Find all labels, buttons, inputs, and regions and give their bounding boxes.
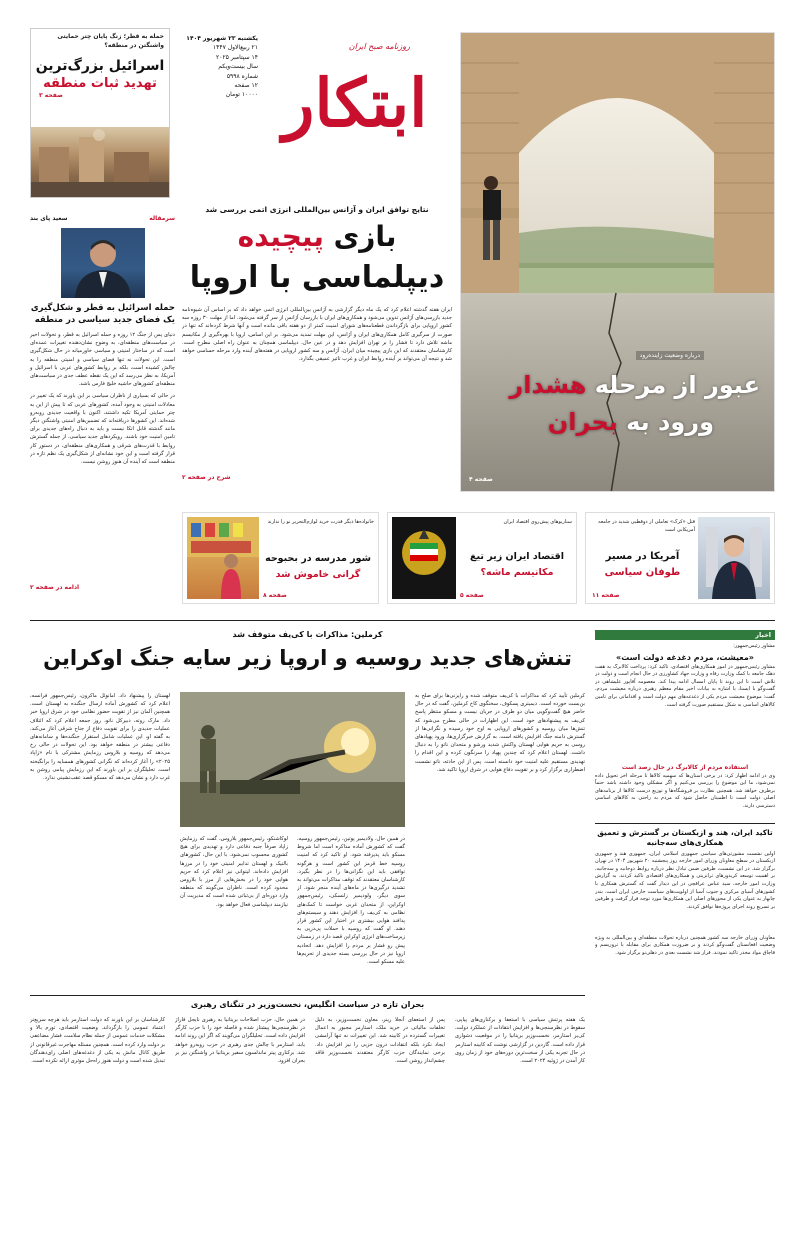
teaser-kicker: خانواده‌ها دیگر قدرت خرید لوازم‌التحریر نو را ندارند <box>267 519 374 525</box>
divider <box>595 823 775 824</box>
bottom-title: بحران تازه در سیاست انگلیس، نخست‌وزیر در تنگنای رهبری <box>190 1000 425 1009</box>
editorial-column[interactable] <box>30 212 175 612</box>
teaser-kicker: سناریوهای پیش‌روی اقتصاد ایران <box>503 519 572 525</box>
lead-title-1 <box>182 218 452 256</box>
brief-body-3: اولین نشست مشورتی‌های سیاسی جمهوری اسلامی ایران، جمهوری هند و جمهوری ازبکستان در سطح معاونان وزرای امور خارجه روز پنجشنبه ۲۰ شهریور ۱۴۰۴ در تهران برگزار شد. در این نشست، طرفین ضمن تبادل نظر درباره روابط دوجانبه و سه‌جانبه، بر اهمیت توسعه کریدورهای ترانزیتی و همکاری‌های اقتصادی تاکید کردند. به گزارش وزارت امور خارجه، سید عباس عراقچی در این دیدار گفت که گسترش همکاری با کشورهای آسیای مرکزی و جنوب آسیا از اولویت‌های سیاست خارجی ایران است. بندر چابهار به عنوان یکی از محورهای اصلی این همکاری‌ها مورد توجه قرار گرفت و طرفین بر تسریع روند اجرای پروژه‌ها توافق کردند. <box>595 850 775 910</box>
logo-tagline: روزنامه صبح ایران <box>348 42 410 51</box>
divider <box>30 995 585 996</box>
brief-kicker: مشاور رئیس‌جمهور: <box>733 643 775 649</box>
date-persian: یکشنبه ۲۳ شهریور ۱۴۰۴ <box>186 35 258 42</box>
teaser-kicker: قتل «کرک» تعاملی از دوقطبی شدید در جامعه آمریکایی است <box>598 519 695 533</box>
brief-body-2: وی در ادامه اظهار کرد: در برخی استان‌ها که سهمیه کالاها تا مرحله آخر تحویل داده نمی‌شود، ما این موضوع را بررسی می‌کنیم و اگر مشکلی وجود داشته باشد حتماً برطرف خواهد شد. همچنین نظارت بر فروشگاه‌ها و توزیع درست کالاها از برنامه‌های اصلی دولت است تا اطمینان حاصل شود که مردم به راحتی به کالاهای اساسی دسترسی دارند. <box>595 772 775 809</box>
author-name: سعید پای بند <box>30 214 68 222</box>
brief-label: اخبار <box>755 631 771 639</box>
main-kicker: کرملین: مذاکرات با کی‌یف متوقف شد <box>232 630 383 639</box>
avatar <box>61 228 145 298</box>
main-title: تنش‌های جدید روسیه و اروپا زیر سایه جنگ اوکراین <box>43 646 572 670</box>
brief-header <box>595 630 775 640</box>
bottom-col-1: یک هفته پرتنش سیاسی با استعفا و برکناری‌های پیاپی، سقوط در نظرسنجی‌ها و افزایش انتقادات از عملکرد دولت، کی‌یر استارمر، نخست‌وزیر بریتانیا را در موقعیت دشواری قرار داده است. گاردین در گزارشی نوشت که کابینه استارمر در حال تجربه یکی از سخت‌ترین دوره‌های خود از زمان روی کار آمدن در ژوئیه ۲۰۲۴ است. <box>455 1017 585 1065</box>
teaser-title: آمریکا در مسیر <box>605 551 680 562</box>
issue-number: شماره ۵۹۹۸ <box>226 72 258 80</box>
photo-title-red-1: هشدار <box>509 371 587 399</box>
teaser-title: اسرائیل بزرگ‌ترین <box>35 58 165 74</box>
photo-title-red-2: بحران <box>547 408 618 436</box>
editorial-label: سرمقاله <box>149 214 175 222</box>
page-ref: صفحه ۸ <box>263 592 287 599</box>
teaser-card[interactable] <box>585 512 775 604</box>
teaser-title-text: اقتصاد ایران زیر تیغ <box>469 551 565 562</box>
teaser-photo <box>698 517 770 599</box>
teaser-title-red: تهدید ثبات منطقه <box>43 76 157 91</box>
main-col-2: در همین حال، ولادیمیر پوتین، رئیس‌جمهور روسیه، گفت که کشورش آماده مذاکره است اما شروط مسکو باید پذیرفته شود. او تاکید کرد که امنیت روسیه خط قرمز این کشور است و هرگونه توافقی باید این نگرانی‌ها را در نظر بگیرد. کارشناسان معتقدند که توقف مذاکرات می‌تواند به تشدید درگیری‌ها در ماه‌های آینده منجر شود. از سوی دیگر، ولودیمیر زلنسکی، رئیس‌جمهور اوکراین، از متحدان غربی خواست تا کمک‌های نظامی به کی‌یف را افزایش دهند و سیستم‌های پدافند هوایی بیشتری در اختیار این کشور قرار دهند. او گفت که روسیه با حملات پی‌درپی به زیرساخت‌های انرژی اوکراین قصد دارد در زمستان پیش رو فشار بر مردم را افزایش دهد. اتحادیه اروپا نیز در حال بررسی بسته جدیدی از تحریم‌ها علیه مسکو است. <box>297 836 405 966</box>
photo-story-title-2 <box>548 408 714 436</box>
photo-title-text-1: عبور از مرحله <box>586 371 760 399</box>
teaser-card[interactable] <box>182 512 379 604</box>
divider <box>30 620 775 621</box>
issue-info <box>180 34 258 100</box>
lead-title-text: بازی <box>323 220 397 253</box>
editorial-body-2: در حالی که بسیاری از ناظران سیاسی بر این باورند که یک تغییر در معادلات امنیتی به وجود آمده، کشورهای عربی که تا پیش از این به چتر حمایتی آمریکا تکیه داشتند، اکنون با واقعیت جدیدی روبه‌رو شده‌اند. این کشورها دریافته‌اند که تضمین‌های امنیتی واشنگتن دیگر مانند گذشته قابل اتکا نیست و باید به دنبال راه‌های جدیدی برای تامین امنیت خود باشند. رویکردهای جدید سیاسی، از جمله گسترش روابط با قدرت‌های شرقی و همکاری‌های منطقه‌ای، در دستور کار قرار گرفته است و این خود نشانه‌ای از شکل‌گیری یک نظم تازه در منطقه است که آینده آن هنوز روشن نیست. <box>30 393 175 466</box>
lead-title-2: دیپلماسی با اروپا <box>189 260 445 295</box>
teaser-kicker: حمله به قطر؛ زنگ پایان چتر حمایتی واشنگتن در منطقه؟ <box>57 33 164 49</box>
bottom-col-2: پس از استعفای آنجلا رینر، معاون نخست‌وزیر، به دلیل تخلفات مالیاتی در خرید ملک، استارمر مجبور به اعمال تغییرات گسترده در کابینه شد. این تغییرات نه تنها آرامشی ایجاد نکرد بلکه انتقادات درون حزبی را نیز افزایش داد. برخی نمایندگان حزب کارگر معتقدند نخست‌وزیر فاقد چشم‌انداز روشن است. <box>315 1017 445 1065</box>
top-left-teaser[interactable] <box>30 28 170 198</box>
teaser-photo <box>187 517 259 599</box>
brief-title: «معیشت، مردم دغدغه دولت است» <box>616 652 754 662</box>
main-col-2b: لوکاشنکو، رئیس‌جمهور بلاروس، گفت که رزمایش زاپاد صرفاً جنبه دفاعی دارد و تهدیدی برای هیچ کشوری محسوب نمی‌شود. با این حال، کشورهای بالتیک و لهستان تدابیر امنیتی خود را در مرزها افزایش داده‌اند. لیتوانی نیز اعلام کرد که حریم هوایی خود را در بخش‌هایی از مرز با بلاروس محدود کرده است. ناظران می‌گویند که منطقه وارد دوره‌ای از بی‌ثباتی شده است که مدیریت آن نیازمند دیپلماسی فعال خواهد بود. <box>180 836 288 908</box>
lead-title-red: پیچیده <box>237 220 324 253</box>
photo-story[interactable] <box>460 32 775 492</box>
teaser-title: شور مدرسه در بحبوحه <box>265 553 371 564</box>
bottom-story[interactable] <box>30 1000 585 1220</box>
photo-story-kicker: درباره وضعیت زاینده‌رود <box>636 351 704 360</box>
photo-story-title-1 <box>509 371 760 399</box>
brief-body-4: معاونان وزرای خارجه سه کشور همچنین درباره تحولات منطقه‌ای و بین‌المللی به ویژه وضعیت افغانستان گفت‌وگو کردند و بر ضرورت همکاری برای مقابله با تروریسم و قاچاق مواد مخدر تاکید نمودند. قرار شد نشست بعدی در دهلی‌نو برگزار شود. <box>595 934 775 956</box>
brief-title-2: تاکید ایران، هند و ازبکستان بر گسترش و تعمیق همکاری‌های سه‌جانبه <box>597 827 773 847</box>
teaser-card[interactable] <box>387 512 577 604</box>
teaser-title-red: طوفان سیاسی <box>604 567 681 578</box>
news-brief[interactable] <box>595 630 775 990</box>
masthead <box>180 28 450 203</box>
bottom-col-4: کارشناسان بر این باورند که دولت استارمر باید هرچه سریع‌تر اعتماد عمومی را بازگرداند. وضعیت اقتصادی، تورم بالا و مشکلات خدمات عمومی از جمله نظام سلامت، فشار مضاعفی بر دولت وارد کرده است. همچنین مسئله مهاجرت غیرقانونی از طریق کانال مانش به یکی از دغدغه‌های اصلی رای‌دهندگان تبدیل شده است و دولت هنوز راه‌حل موثری ارائه نکرده است. <box>30 1017 165 1065</box>
page-count: ۱۲ صفحه <box>234 82 258 90</box>
price: ۱۰۰۰۰ تومان <box>225 91 258 99</box>
brief-body: مشاور رئیس‌جمهور در امور همکاری‌های اقتصادی، تاکید کرد: پرداخت کالابرگ به هفت دهک جامعه با کمک وزارت رفاه و وزارت جهاد کشاورزی در حال انجام است و دولت در تلاش است تا این روند تا پایان امسال ادامه پیدا کند. معصومه آقاپور علیشاهی در گفت‌وگو با ایسنا، با اشاره به بیانات اخیر مقام معظم رهبری درباره معیشت مردم، گفت: موضوع معیشت مردم یکی از دغدغه‌های مهم دولت است و اقداماتی برای تامین کالاهای اساسی به شکل مستقیم صورت گرفته است. <box>595 663 775 708</box>
teaser-title-red: گرانی خاموش شد <box>275 569 361 580</box>
year: سال بیست‌ویکم <box>218 63 258 71</box>
lead-body: ایران هفته گذشته اعلام کرد که یک ماه دیگر گزارشی به آژانس بین‌المللی انرژی اتمی خواهد داد که بر اساس آن شیوه‌نامه جدید بازرسی‌های آژانس تدوین می‌شود و همکاری‌های ایران با بازرسان آژانس از سر گرفته می‌شود. اما از مهلت ۳۰ روزه سه کشور اروپایی برای بازگرداندن قطعنامه‌های شورای امنیت کمتر از دو هفته باقی مانده است و آنها شرط کرده‌اند که تنها در صورت از سرگیری کامل همکاری‌های ایران و آژانس، این مهلت تمدید می‌شود. بر این اساس، اروپا با بهره‌گیری از مکانیسم ماشه تلاش دارد تا فشار را بر تهران افزایش دهد و در عین حال، دیپلماسی همچنان به عنوان راه اصلی مطرح است. کارشناسان معتقدند که این بازی پیچیده میان ایران، آژانس و سه کشور اروپایی در هفته‌های آینده وارد مرحله حساسی خواهد شد و نتیجه آن می‌تواند بر آینده روابط ایران و غرب تاثیر عمیقی بگذارد. <box>182 307 452 363</box>
editorial-headline: حمله اسرائیل به قطر و شکل‌گیری یک فضای جدید سیاسی در منطقه <box>30 303 175 325</box>
teaser-photo <box>392 517 456 599</box>
date-hijri: ۲۱ ربیع‌الاول ۱۴۴۷ <box>212 44 258 52</box>
teaser-title-red: مکانیسم ماشه؟ <box>480 567 554 578</box>
editorial-body-1: دنیای پس از جنگ ۱۲ روزه و حمله اسرائیل به قطر، و تحولات اخیر در سیاست‌های منطقه‌ای، به وضوح نشان‌دهنده تغییرات عمده‌ای است که در ساختار امنیتی و سیاسی خاورمیانه در حال شکل‌گیری است. این تحولات نه تنها فضای سیاسی و امنیتی منطقه را به چالش کشیده است، بلکه بر روابط کشورهای عربی با اسرائیل و آمریکا، به نظر می‌رسد که این یک نقطه عطف جدی در سیاست‌های منطقه‌ای کشورهای حاشیه خلیج فارس باشد. <box>30 332 175 388</box>
logo-text: ابتکار <box>282 64 428 142</box>
lead-story[interactable] <box>182 205 452 505</box>
main-story[interactable] <box>30 630 585 990</box>
page-ref: صفحه ۵ <box>460 592 484 599</box>
teaser-row <box>182 512 775 604</box>
editorial-header <box>30 212 175 224</box>
logo <box>260 28 450 198</box>
teaser-title <box>462 551 572 562</box>
bottom-col-3: در همین حال، حزب اصلاحات بریتانیا به رهبری نایجل فاراژ در نظرسنجی‌ها پیشتاز شده و فاصله خود را با حزب کارگر افزایش داده است. تحلیلگران می‌گویند که اگر این روند ادامه یابد، استارمر با چالش جدی رهبری در حزب روبه‌رو خواهد شد. برکناری پیتر ماندلسون سفیر بریتانیا در واشنگتن نیز بر بحران افزود. <box>175 1017 305 1065</box>
main-col-1: کرملین تأیید کرد که مذاکرات با کی‌یف متوقف شده و رایزنی‌ها برای صلح به بن‌بست خورده است. دیمیتری پسکوف، سخنگوی کاخ کرملین، گفت که در حال حاضر هیچ گفت‌وگویی میان دو طرف در جریان نیست و مسکو منتظر پاسخ کی‌یف به پیشنهادهای خود است. این اظهارات در حالی مطرح می‌شود که تنش‌ها میان روسیه و کشورهای اروپایی به اوج خود رسیده و نگرانی‌ها از گسترش دامنه جنگ افزایش یافته است. به گزارش خبرگزاری‌ها، ورود پهپادهای روسی به حریم هوایی لهستان واکنش شدید ورشو و متحدان ناتو را به دنبال داشت. لهستان اعلام کرد که چندین پهپاد را سرنگون کرده و این اقدام را تهدیدی مستقیم علیه امنیت خود دانسته است. پس از این حادثه، ناتو نشست اضطراری برگزار کرد و بر تقویت دفاع هوایی در شرق اروپا تاکید شد. <box>415 693 585 773</box>
page-ref: صفحه ۱۱ <box>592 592 620 599</box>
israel-qatar-photo <box>31 127 169 197</box>
date-gregorian: ۱۴ سپتامبر ۲۰۲۵ <box>216 53 258 61</box>
page-ref: ادامه در صفحه ۲ <box>30 584 80 592</box>
page-ref: صفحه ۴ <box>469 476 493 483</box>
brief-highlight: استفاده مردم از کالابرگ در حال رصد است <box>621 763 749 771</box>
artillery-photo <box>180 692 405 827</box>
photo-title-text-2: ورود به <box>617 408 714 436</box>
page-ref: صفحه ۳ <box>39 92 63 99</box>
main-col-3: لهستان را پیشنهاد داد. امانوئل ماکرون، رئیس‌جمهور فرانسه، اعلام کرد که کشورش آماده ارسال جنگنده به لهستان است. همچنین آلمان نیز از تقویت حضور نظامی خود در شرق اروپا خبر داد. مارک روته، دبیرکل ناتو، روز جمعه اعلام کرد که ائتلاف عملیات جدیدی را برای تقویت دفاع از جناح شرقی آغاز می‌کند. به گفته او، این عملیات شامل استقرار جنگنده‌ها و سامانه‌های دفاعی بیشتر در منطقه خواهد بود. این تحولات در حالی رخ می‌دهد که روسیه و بلاروس رزمایش مشترکی با نام «زاپاد ۲۰۲۵» را آغاز کرده‌اند که نگرانی کشورهای همسایه را برانگیخته است. تحلیلگران بر این باورند که این رزمایش پیامی روشن به غرب دارد و نشان می‌دهد که مسکو قصد عقب‌نشینی ندارد. <box>30 693 170 782</box>
page-ref: شرح در صفحه ۲ <box>182 474 231 481</box>
lead-kicker: نتایج توافق ایران و آژانس بین‌المللی انرژی اتمی بررسی شد <box>205 205 429 214</box>
